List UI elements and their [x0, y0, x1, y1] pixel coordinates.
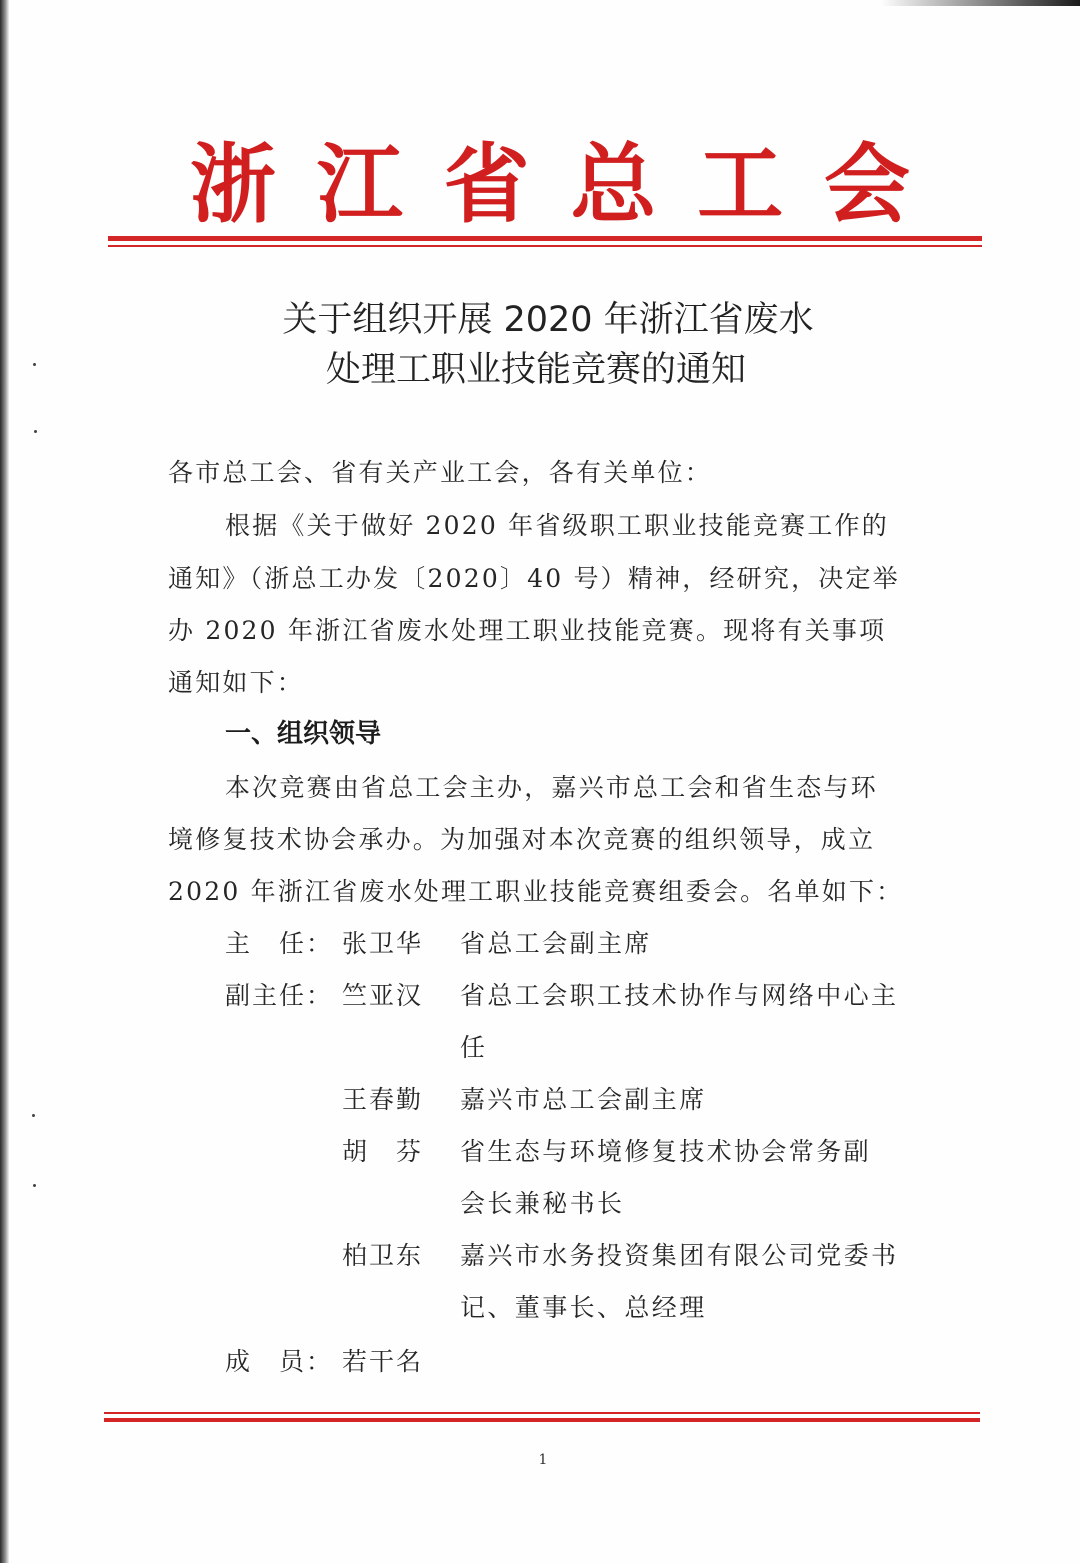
scan-speck — [32, 1114, 35, 1117]
committee-duty: 省生态与环境修复技术协会常务副 — [460, 1137, 872, 1166]
page-corner-shadow — [880, 0, 1080, 6]
committee-name: 竺亚汉 — [342, 981, 424, 1010]
committee-members-value: 若干名 — [342, 1347, 424, 1376]
document-title-line-2: 处理工职业技能竞赛的通知 — [325, 350, 746, 390]
paragraph-line: 办 2020 年浙江省废水处理工职业技能竞赛。现将有关事项 — [168, 616, 887, 645]
committee-duty: 省总工会副主席 — [460, 929, 652, 958]
scan-speck — [33, 1184, 36, 1187]
letterhead-char: 会 — [823, 134, 910, 235]
committee-name: 柏卫东 — [342, 1241, 424, 1270]
committee-role-director: 主 任： — [225, 929, 334, 958]
committee-duty: 省总工会职工技术协作与网络中心主 — [460, 981, 899, 1010]
page-edge-shadow — [0, 0, 9, 1563]
letterhead-char: 总 — [570, 134, 657, 235]
paragraph-line: 通知》（浙总工办发〔2020〕40 号）精神，经研究，决定举 — [168, 564, 900, 593]
committee-duty: 记、董事长、总经理 — [460, 1293, 707, 1322]
letterhead-title — [190, 130, 910, 240]
paragraph-line: 本次竞赛由省总工会主办，嘉兴市总工会和省生态与环 — [225, 773, 878, 802]
committee-duty: 任 — [460, 1033, 488, 1062]
committee-role-members: 成 员： — [225, 1347, 334, 1376]
committee-role-deputy: 副主任： — [225, 981, 334, 1010]
letterhead-char: 省 — [443, 134, 530, 235]
scan-speck — [33, 363, 36, 366]
committee-duty: 会长兼秘书长 — [460, 1189, 625, 1218]
committee-duty: 嘉兴市总工会副主席 — [460, 1085, 707, 1114]
paragraph-line: 根据《关于做好 2020 年省级职工职业技能竞赛工作的 — [225, 511, 889, 540]
scan-speck — [34, 430, 37, 433]
letterhead-char: 江 — [316, 134, 403, 235]
committee-name: 胡 芬 — [342, 1137, 424, 1166]
salutation: 各市总工会、省有关产业工会，各有关单位： — [168, 458, 713, 487]
letterhead-char: 工 — [697, 134, 784, 235]
paragraph-line: 通知如下： — [168, 668, 305, 697]
committee-name: 张卫华 — [342, 929, 424, 958]
section-heading: 一、组织领导 — [225, 719, 382, 749]
paragraph-line: 2020 年浙江省废水处理工职业技能竞赛组委会。名单如下： — [168, 877, 904, 906]
letterhead-divider — [108, 236, 982, 247]
footer-divider — [104, 1412, 980, 1422]
committee-duty: 嘉兴市水务投资集团有限公司党委书 — [460, 1241, 899, 1270]
paragraph-line: 境修复技术协会承办。为加强对本次竞赛的组织领导，成立 — [168, 825, 876, 854]
committee-name: 王春勤 — [342, 1085, 424, 1114]
letterhead-char: 浙 — [190, 134, 276, 235]
document-title-line-1: 关于组织开展 2020 年浙江省废水 — [282, 300, 814, 340]
page-number: 1 — [538, 1452, 548, 1468]
